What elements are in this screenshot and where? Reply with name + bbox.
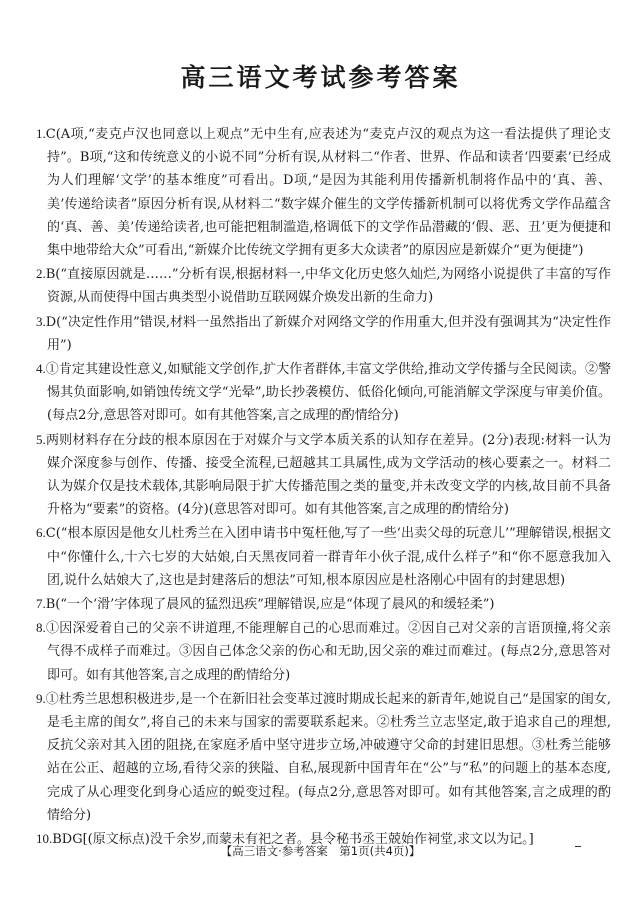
page-footer: 【高三语文·参考答案 第1页(共4页)】 [220, 844, 421, 858]
answer-number: 9. [36, 690, 46, 706]
answer-number: 1. [36, 126, 46, 141]
answer-text: ①因深爱着自己的父亲不讲道理,不能理解自己的心思而难过。②因自己对父亲的言语顶撞,将父亲气得不成样子而难过。③因自己体念父亲的伤心和无助,因父亲的难过而难过。(每点2分,意思答对即可。如有其他答案,言之成理的酌情给分) [45, 621, 611, 683]
answer-item-8 [36, 616, 611, 687]
answer-text: D(“决定性作用”错误,材料一虽然指出了新媒介对网络文学的作用重大,但并没有强调其为“决定性作用”) [45, 314, 611, 353]
answer-text: ①杜秀兰思想积极进步,是一个在新旧社会变革过渡时期成长起来的新青年,她说自己“是国家的闺女,是毛主席的闺女”,将自己的未来与国家的需要联系起来。②杜秀兰立志坚定,敢于追求自己的理想,反抗父亲对其入团的阻挠,在家庭矛盾中坚守进步立场,冲破遵守父命的封建旧思想。③杜秀兰能够站在公正、超越的立场,看待父亲的狭隘、自私,展现新中国青年在“公”与“私”的问题上的基本态度,完成了从心理变化到身心适应的蜕变过程。(每点2分,意思答对即可。如有其他答案,言之成理的酌情给分) [45, 691, 611, 823]
answer-number: 5. [36, 431, 46, 447]
answer-item-4 [36, 357, 611, 428]
answer-text: C(“根本原因是他女儿杜秀兰在入团申请书中冤枉他,写了一些‘出卖父母的玩意儿’”理解错误,根据文中“你懂什么,十六七岁的大姑娘,白天黑夜同着一群青年小伙子混,成什么样子”和“你不愿意我加入团,说什么姑娘大了,这也是封建落后的想法”可知,根本原因应是杜洛刚心中固有的封建思想) [45, 526, 611, 588]
answer-number: 3. [36, 313, 46, 329]
answer-text: BDG[(原文标点)没千余岁,而蒙未有祀之者。县令秘书丞王兢始作祠堂,求文以为记。] [52, 832, 534, 848]
answer-number: 6. [36, 525, 46, 541]
answer-text: 两则材料存在分歧的根本原因在于对媒介与文学本质关系的认知存在差异。(2分)表现:材料一认为媒介深度参与创作、传播、接受全流程,已超越其工具属性,成为文学活动的核心要素之一。材料二认为媒介仅是技术载体,其影响局限于扩大传播范围之类的量变,并未改变文学的内核,故目前不具备升格为“要素”的资格。(4分)(意思答对即可。如有其他答案,言之成理的酌情给分) [45, 432, 611, 518]
answer-item-7 [36, 592, 611, 616]
page-title: 高三语文考试参考答案 [180, 63, 461, 92]
answer-number: 2. [36, 266, 46, 282]
answer-item-5 [36, 428, 611, 522]
answer-item-1 [36, 122, 611, 262]
answer-text: C(A项,“麦克卢汉也同意以上观点”无中生有,应表述为“麦克卢汉的观点为这一看法提供了理论支持”。B项,“这和传统意义的小说不同”分析有误,从材料二“作者、世界、作品和读者‘四要素’已经成为人们理解‘文学’的基本维度”可看出。D项,“是因为其能利用传播新机制将作品中的‘真、善、美’传递给读者”原因分析有误,从材料二“数字媒介催生的文学传播新机制可以将优秀文学作品蕴含的‘真、善、美’传递给读者,也可能把粗制滥造,格调低下的文学作品潜藏的‘假、恶、丑’更为便捷和集中地带给大众”可看出,“新媒介比传统文学拥有更多大众读者”的原因应是新媒介“更为便捷”) [45, 127, 611, 259]
answer-number: 7. [36, 596, 46, 612]
answer-text: B(“一个‘滑’字体现了晨风的猛烈迅疾”理解错误,应是“体现了晨风的和缓轻柔”) [45, 597, 495, 613]
answer-list [36, 122, 611, 851]
answer-number: 4. [36, 361, 46, 377]
answer-number: 8. [36, 620, 46, 636]
answer-text: B(“直接原因就是……”分析有误,根据材料一,中华文化历史悠久灿烂,为网络小说提供了丰富的写作资源,从而使得中国古典类型小说借助互联网媒介焕发出新的生命力) [45, 267, 611, 306]
answer-item-3 [36, 310, 611, 357]
answer-text: ①肯定其建设性意义,如赋能文学创作,扩大作者群体,丰富文学供给,推动文学传播与全民阅读。②警惕其负面影响,如销蚀传统文学“光晕”,助长抄袭模仿、低俗化倾向,可能消解文学深度与审美价值。(每点2分,意思答对即可。如有其他答案,言之成理的酌情给分) [45, 362, 611, 424]
answer-item-9 [36, 687, 611, 827]
answer-item-2 [36, 262, 611, 309]
corner-mark [575, 846, 581, 847]
answer-item-6 [36, 521, 611, 592]
answer-number: 10. [36, 831, 53, 847]
